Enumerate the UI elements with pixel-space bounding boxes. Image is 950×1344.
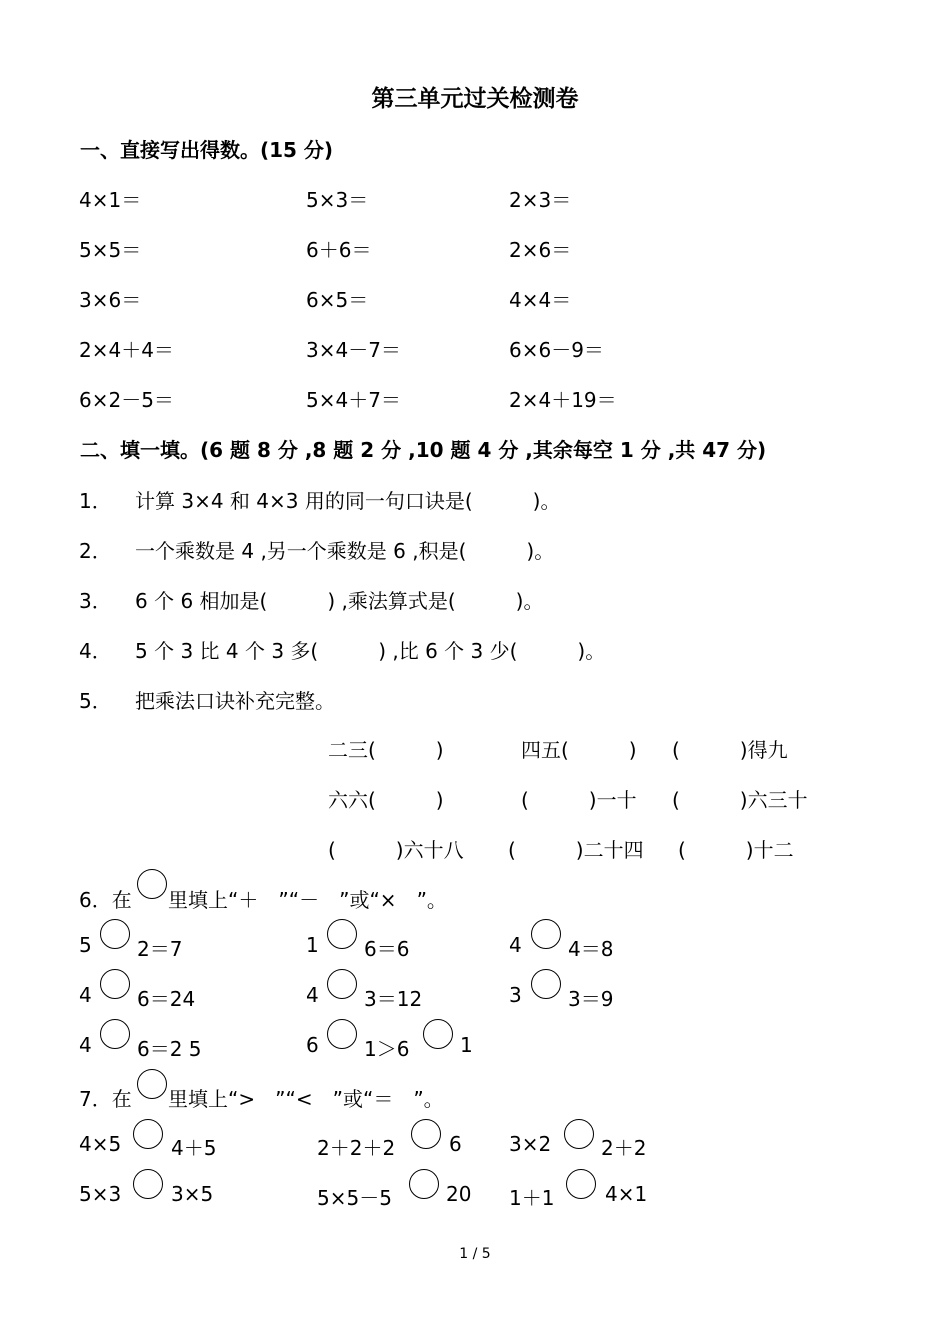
q5-r1-c2: 四五( ) bbox=[521, 738, 637, 762]
q6-item3-left: 4 bbox=[509, 933, 522, 957]
q3-text: 6 个 6 相加是( ) ,乘法算式是( )。 bbox=[135, 589, 544, 613]
q7-item4-circle[interactable] bbox=[133, 1169, 163, 1199]
q7-item4-right: 3×5 bbox=[171, 1182, 214, 1206]
q7-item5-left: 5×5－5 bbox=[317, 1186, 392, 1210]
q7-item3-circle[interactable] bbox=[564, 1119, 594, 1149]
q4-text: 5 个 3 比 4 个 3 多( ) ,比 6 个 3 少( )。 bbox=[135, 639, 606, 663]
q7-item2-right: 6 bbox=[449, 1132, 462, 1156]
page-title: 第三单元过关检测卷 bbox=[371, 86, 579, 112]
q7-item1-right: 4＋5 bbox=[171, 1136, 217, 1160]
q6-item5-right: 3＝12 bbox=[364, 987, 423, 1011]
q7-item6-left: 1＋1 bbox=[509, 1186, 555, 1210]
q5-r3-c1: ( )六十八 bbox=[328, 838, 464, 862]
q7-item5-circle[interactable] bbox=[409, 1169, 439, 1199]
q4-number: 4． bbox=[79, 639, 112, 663]
q6-item6-right: 3＝9 bbox=[568, 987, 614, 1011]
q6-item2-right: 6＝6 bbox=[364, 937, 410, 961]
q5-r3-c3: ( )十二 bbox=[678, 838, 794, 862]
q7-item3-left: 3×2 bbox=[509, 1132, 552, 1156]
q2-number: 2． bbox=[79, 539, 112, 563]
q5-r2-c3: ( )六三十 bbox=[672, 788, 808, 812]
q7-prefix: 7．在 bbox=[79, 1087, 132, 1111]
q6-instruction: 里填上“＋ ”“－ ”或“× ”。 bbox=[168, 888, 447, 912]
q7-item4-left: 5×3 bbox=[79, 1182, 122, 1206]
s1-r4-c2: 3×4－7＝ bbox=[306, 338, 401, 362]
q6-item1-circle[interactable] bbox=[100, 919, 130, 949]
page-number: 1 / 5 bbox=[459, 1246, 491, 1262]
section2-heading: 二、填一填。(6 题 8 分 ,8 题 2 分 ,10 题 4 分 ,其余每空 1 分 ,共 47 分) bbox=[80, 438, 767, 462]
q6-item8-left: 6 bbox=[306, 1033, 319, 1057]
q1-text: 计算 3×4 和 4×3 用的同一句口诀是( )。 bbox=[135, 489, 561, 513]
q1-number: 1． bbox=[79, 489, 112, 513]
q6-item8-right: 1 bbox=[460, 1033, 473, 1057]
s1-r2-c2: 6＋6＝ bbox=[306, 238, 372, 262]
s1-r3-c1: 3×6＝ bbox=[79, 288, 142, 312]
q6-item1-right: 2＝7 bbox=[137, 937, 183, 961]
s1-r5-c1: 6×2－5＝ bbox=[79, 388, 174, 412]
q2-text: 一个乘数是 4 ,另一个乘数是 6 ,积是( )。 bbox=[135, 539, 555, 563]
s1-r1-c3: 2×3＝ bbox=[509, 188, 572, 212]
s1-r2-c1: 5×5＝ bbox=[79, 238, 142, 262]
section1-heading: 一、直接写出得数。(15 分) bbox=[80, 138, 334, 162]
s1-r3-c2: 6×5＝ bbox=[306, 288, 369, 312]
q3-number: 3． bbox=[79, 589, 112, 613]
q7-item1-circle[interactable] bbox=[133, 1119, 163, 1149]
q7-item2-left: 2＋2＋2 bbox=[317, 1136, 396, 1160]
q6-item4-left: 4 bbox=[79, 983, 92, 1007]
q6-item2-left: 1 bbox=[306, 933, 319, 957]
q6-item8-circle-1[interactable] bbox=[327, 1019, 357, 1049]
q7-item3-right: 2＋2 bbox=[601, 1136, 647, 1160]
q6-item5-circle[interactable] bbox=[327, 969, 357, 999]
q5-number: 5． bbox=[79, 689, 112, 713]
q6-item7-circle[interactable] bbox=[100, 1019, 130, 1049]
q6-item3-right: 4＝8 bbox=[568, 937, 614, 961]
s1-r4-c3: 6×6－9＝ bbox=[509, 338, 604, 362]
q6-item8-middle: 1＞6 bbox=[364, 1037, 410, 1061]
q6-item6-left: 3 bbox=[509, 983, 522, 1007]
s1-r3-c3: 4×4＝ bbox=[509, 288, 572, 312]
q6-item7-left: 4 bbox=[79, 1033, 92, 1057]
q7-item2-circle[interactable] bbox=[411, 1119, 441, 1149]
q6-item1-left: 5 bbox=[79, 933, 92, 957]
q5-r3-c2: ( )二十四 bbox=[508, 838, 644, 862]
q5-r1-c3: ( )得九 bbox=[672, 738, 788, 762]
q7-circle-example-icon bbox=[137, 1069, 167, 1099]
q6-item4-circle[interactable] bbox=[100, 969, 130, 999]
q6-item6-circle[interactable] bbox=[531, 969, 561, 999]
q6-item8-circle-2[interactable] bbox=[423, 1019, 453, 1049]
q6-item2-circle[interactable] bbox=[327, 919, 357, 949]
q6-circle-example-icon bbox=[137, 869, 167, 899]
q5-r2-c1: 六六( ) bbox=[328, 788, 444, 812]
q5-r1-c1: 二三( ) bbox=[328, 738, 444, 762]
s1-r4-c1: 2×4＋4＝ bbox=[79, 338, 174, 362]
s1-r5-c3: 2×4＋19＝ bbox=[509, 388, 617, 412]
q6-prefix: 6．在 bbox=[79, 888, 132, 912]
s1-r5-c2: 5×4＋7＝ bbox=[306, 388, 401, 412]
q7-item5-right: 20 bbox=[446, 1182, 472, 1206]
q7-item1-left: 4×5 bbox=[79, 1132, 122, 1156]
q6-item4-right: 6＝24 bbox=[137, 987, 196, 1011]
q7-item6-right: 4×1 bbox=[605, 1182, 648, 1206]
q6-item7-right: 6＝2 5 bbox=[137, 1037, 202, 1061]
q6-item3-circle[interactable] bbox=[531, 919, 561, 949]
q5-text: 把乘法口诀补充完整。 bbox=[135, 689, 335, 713]
q7-instruction: 里填上“> ”“< ”或“＝ ”。 bbox=[168, 1087, 444, 1111]
q6-item5-left: 4 bbox=[306, 983, 319, 1007]
q5-r2-c2: ( )一十 bbox=[521, 788, 637, 812]
s1-r1-c1: 4×1＝ bbox=[79, 188, 142, 212]
q7-item6-circle[interactable] bbox=[566, 1169, 596, 1199]
s1-r2-c3: 2×6＝ bbox=[509, 238, 572, 262]
s1-r1-c2: 5×3＝ bbox=[306, 188, 369, 212]
